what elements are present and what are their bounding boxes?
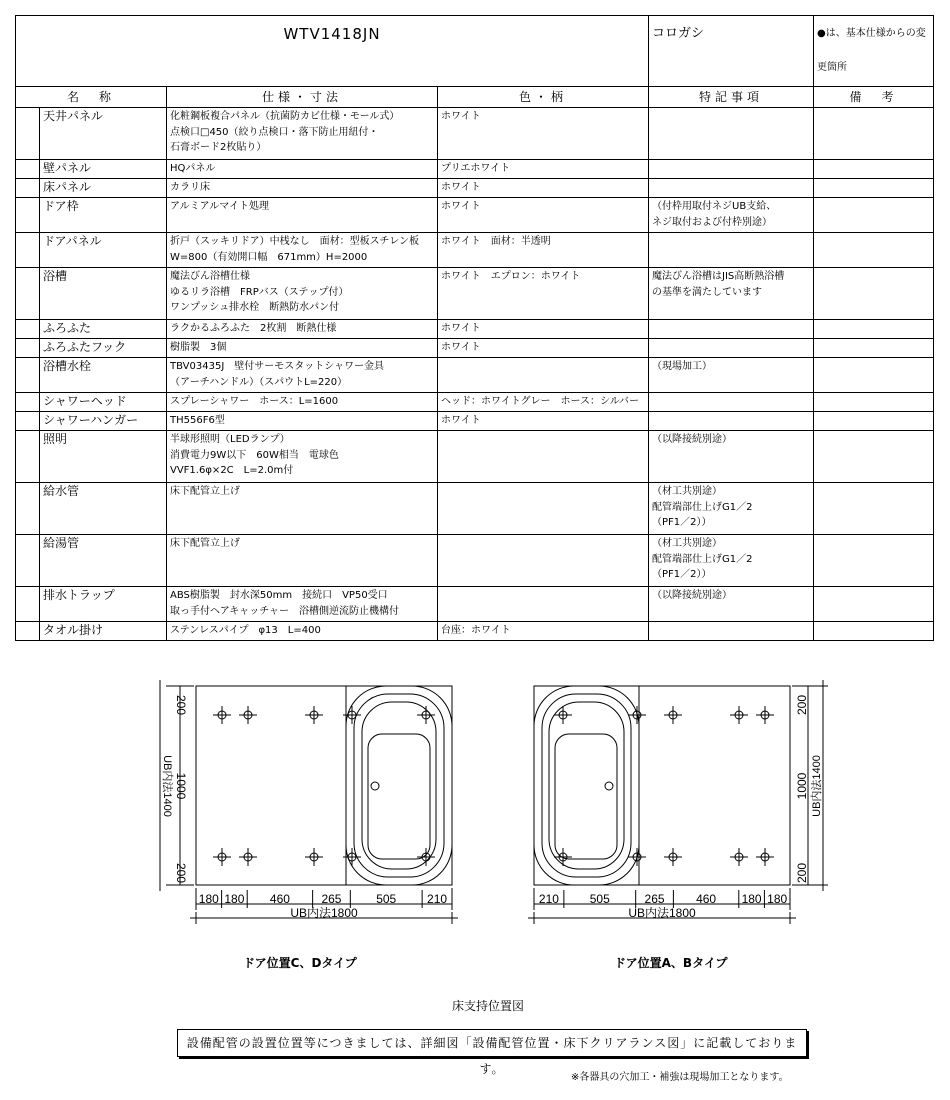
left-total-height: UB内法1400 (161, 755, 173, 817)
model-number: WTV1418JN (16, 16, 649, 87)
item-name: 床パネル (40, 179, 167, 198)
item-spec: スプレーシャワー ホース：L=1600 (167, 393, 438, 412)
item-spec: 折戸（スッキリドア）中桟なし 面材：型板スチレン板 W=800（有効開口幅 671mm）H=2000 (167, 233, 438, 268)
left-dim-segment: 180 (198, 892, 219, 906)
col-header-special: 特記事項 (649, 87, 814, 108)
item-spec: 床下配管立上げ (167, 535, 438, 587)
item-color: ホワイト エプロン：ホワイト (438, 268, 649, 320)
support-point-icon (664, 848, 682, 866)
left-drain-icon (371, 782, 379, 790)
left-diagram-caption: ドア位置C、Dタイプ (243, 956, 357, 970)
left-dim-segment: 180 (224, 892, 245, 906)
support-point-icon (213, 848, 231, 866)
right-dim-segment: 180 (767, 892, 788, 906)
item-spec: TH556F6型 (167, 412, 438, 431)
item-color: 台座：ホワイト (438, 622, 649, 641)
col-header-color: 色・柄 (438, 87, 649, 108)
right-bathtub-outer (534, 686, 639, 885)
item-special: （以降接続別途） (649, 431, 814, 483)
left-floor-outline (196, 686, 452, 885)
right-dim-segment: 210 (538, 892, 559, 906)
item-name: 給湯管 (40, 535, 167, 587)
right-floor-outline (534, 686, 790, 885)
right-dim-segment: 180 (741, 892, 762, 906)
item-spec: アルミアルマイト処理 (167, 198, 438, 233)
item-spec: 半球形照明（LEDランプ） 消費電力9W以下 60W相当 電球色 VVF1.6φ×2C L=2.0m付 (167, 431, 438, 483)
support-points (213, 706, 774, 866)
left-dim-segment: 210 (427, 892, 448, 906)
item-name: 給水管 (40, 483, 167, 535)
item-spec: カラリ床 (167, 179, 438, 198)
support-point-icon (239, 848, 257, 866)
support-point-icon (305, 848, 323, 866)
item-color: ホワイト (438, 179, 649, 198)
support-point-icon (213, 706, 231, 724)
item-special: （材工共別途） 配管端部仕上げG1／2 （PF1／2）） (649, 535, 814, 587)
right-side-dim-top: 200 (795, 694, 809, 716)
left-dim-segment: 505 (376, 892, 397, 906)
item-spec: HQパネル (167, 160, 438, 179)
item-special: 魔法びん浴槽はJIS高断熱浴槽 の基準を満たしています (649, 268, 814, 320)
item-name: ドアパネル (40, 233, 167, 268)
item-special: （材工共別途） 配管端部仕上げG1／2 （PF1／2）） (649, 483, 814, 535)
left-dim-segment: 460 (269, 892, 290, 906)
left-side-dim-mid: 1000 (174, 772, 188, 800)
item-color: ホワイト (438, 320, 649, 339)
right-diagram-caption: ドア位置A、Bタイプ (614, 956, 728, 970)
support-point-icon (239, 706, 257, 724)
item-spec: 床下配管立上げ (167, 483, 438, 535)
support-point-icon (554, 706, 572, 724)
item-name: 壁パネル (40, 160, 167, 179)
support-point-icon (756, 848, 774, 866)
item-special: （付枠用取付ネジUB支給、 ネジ取付および付枠別途） (649, 198, 814, 233)
install-type: コロガシ (649, 16, 814, 87)
item-name: 排水トラップ (40, 587, 167, 622)
item-name: ふろふた (40, 320, 167, 339)
piping-note: 設備配管の設置位置等につきましては、詳細図「設備配管位置・床下クリアランス図」に記載しております。 (177, 1029, 807, 1057)
right-side-dim-mid: 1000 (795, 772, 809, 800)
support-point-icon (305, 706, 323, 724)
item-spec: 魔法びん浴槽仕様 ゆるリラ浴槽 FRPバス（ステップ付） ワンプッシュ排水栓 断熱防水パン付 (167, 268, 438, 320)
support-point-icon (730, 848, 748, 866)
col-header-remarks: 備 考 (814, 87, 934, 108)
right-drain-icon (605, 782, 613, 790)
item-spec: ステンレスパイプ φ13 L=400 (167, 622, 438, 641)
item-spec: TBV03435J 壁付サーモスタットシャワー金具 （アーチハンドル）（スパウトL=220） (167, 358, 438, 393)
right-total-height: UB内法1400 (811, 755, 823, 817)
left-side-dim-top: 200 (174, 694, 188, 716)
right-dim-segment: 460 (696, 892, 717, 906)
item-spec: 樹脂製 3個 (167, 339, 438, 358)
item-color: プリエホワイト (438, 160, 649, 179)
col-header-spec: 仕様・寸法 (167, 87, 438, 108)
item-name: 照明 (40, 431, 167, 483)
item-name: 天井パネル (40, 108, 167, 160)
item-name: タオル掛け (40, 622, 167, 641)
item-color: ホワイト (438, 339, 649, 358)
left-total-width: UB内法1800 (290, 906, 358, 920)
diagram-title: 床支持位置図 (452, 999, 525, 1013)
item-name: 浴槽水栓 (40, 358, 167, 393)
footnote: ※各器具の穴加工・補強は現場加工となります。 (571, 1072, 789, 1083)
right-dim-segment: 505 (589, 892, 610, 906)
right-side-dim-bottom: 200 (795, 862, 809, 884)
item-name: シャワーハンガー (40, 412, 167, 431)
left-side-dim-bottom: 200 (174, 862, 188, 884)
item-name: ふろふたフック (40, 339, 167, 358)
item-name: ドア枠 (40, 198, 167, 233)
right-total-width: UB内法1800 (628, 906, 696, 920)
item-spec: ラクかるふろふた 2枚割 断熱仕様 (167, 320, 438, 339)
item-special: （現場加工） (649, 358, 814, 393)
item-name: 浴槽 (40, 268, 167, 320)
support-point-icon (417, 848, 435, 866)
item-color: ヘッド：ホワイトグレー ホース：シルバー (438, 393, 649, 412)
item-special: （以降接続別途） (649, 587, 814, 622)
support-point-icon (730, 706, 748, 724)
left-dim-segment: 265 (321, 892, 342, 906)
support-point-icon (664, 706, 682, 724)
change-note: ●は、基本仕様からの変更箇所 (814, 16, 934, 87)
item-spec: 化粧鋼板複合パネル（抗菌防カビ仕様・モール式） 点検口□450（絞り点検口・落下防止用紐付・ 石膏ボード2枚貼り） (167, 108, 438, 160)
col-header-name: 名 称 (16, 87, 167, 108)
item-color: ホワイト 面材：半透明 (438, 233, 649, 268)
support-point-icon (756, 706, 774, 724)
item-spec: ABS樹脂製 封水深50mm 接続口 VP50受口 取っ手付ヘアキャッチャー 浴槽側逆流防止機構付 (167, 587, 438, 622)
right-dim-segment: 265 (644, 892, 665, 906)
item-color: ホワイト (438, 412, 649, 431)
item-color: ホワイト (438, 108, 649, 160)
support-point-icon (417, 706, 435, 724)
item-name: シャワーヘッド (40, 393, 167, 412)
item-color: ホワイト (438, 198, 649, 233)
